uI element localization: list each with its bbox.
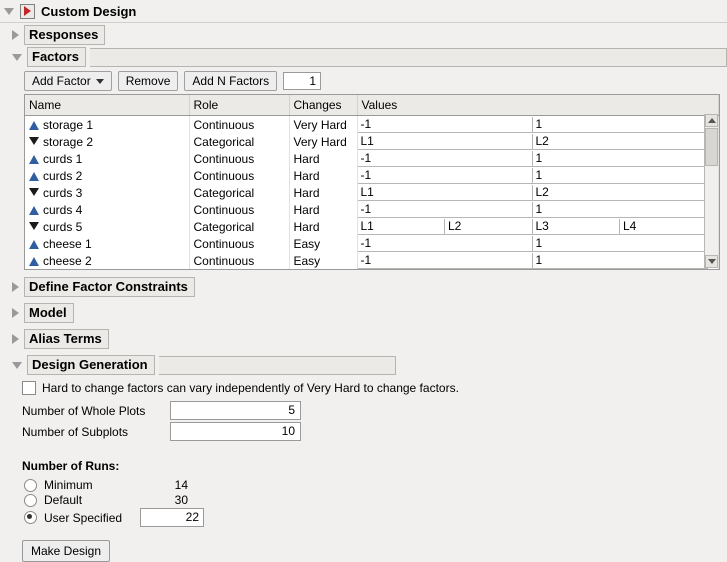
scroll-down-icon[interactable] (705, 255, 718, 268)
column-header-name[interactable]: Name (25, 95, 189, 116)
section-responses[interactable] (0, 25, 727, 45)
hard-to-change-label: Hard to change factors can vary independently of Very Hard to change factors. (42, 381, 459, 395)
table-row[interactable] (25, 150, 719, 167)
scroll-up-icon[interactable] (705, 114, 718, 127)
run-option-label: Minimum (44, 478, 93, 492)
factors-table-header (25, 95, 719, 116)
make-design-button[interactable]: Make Design (22, 540, 110, 562)
chevron-right-icon[interactable] (12, 308, 19, 318)
categorical-factor-icon (29, 188, 39, 198)
section-define-factor-constraints-label: Define Factor Constraints (24, 277, 195, 297)
continuous-factor-icon (29, 239, 39, 249)
factor-level-input[interactable]: -1 (358, 168, 533, 184)
factor-level-input[interactable]: L1 (358, 219, 446, 235)
factor-values-cell (357, 218, 719, 235)
continuous-factor-icon (29, 256, 39, 266)
table-row[interactable] (25, 201, 719, 218)
chevron-right-icon[interactable] (12, 282, 19, 292)
factor-role-cell[interactable]: Continuous (189, 235, 289, 252)
factor-name: curds 5 (43, 219, 83, 234)
section-factors-strip (90, 48, 727, 67)
run-option-row[interactable] (24, 478, 727, 492)
factor-name: cheese 1 (43, 236, 92, 251)
add-n-factors-button[interactable]: Add N Factors (184, 71, 277, 91)
factor-level-input[interactable]: 1 (533, 253, 708, 269)
factor-values-cell (357, 167, 719, 184)
factor-values-cell (357, 150, 719, 167)
hard-to-change-row[interactable] (22, 381, 727, 395)
section-design-generation-strip (159, 356, 396, 375)
factor-name: curds 3 (43, 185, 83, 200)
table-row[interactable] (25, 116, 719, 134)
page-title: Custom Design (41, 3, 137, 19)
subplots-input[interactable]: 10 (170, 422, 301, 441)
run-option-label: Default (44, 493, 83, 507)
add-factor-button[interactable] (24, 71, 112, 91)
red-triangle-menu-button[interactable] (20, 4, 35, 19)
factor-level-input[interactable]: 1 (533, 117, 708, 133)
chevron-down-icon[interactable] (12, 54, 22, 61)
factor-name-cell[interactable] (25, 201, 189, 218)
factor-role-cell[interactable]: Categorical (189, 133, 289, 150)
section-design-generation-label: Design Generation (27, 355, 155, 375)
factor-changes-cell[interactable]: Hard (289, 184, 357, 201)
radio-user-specified[interactable] (24, 511, 37, 524)
factor-level-input[interactable]: L2 (445, 219, 533, 235)
subplots-label: Number of Subplots (22, 424, 129, 439)
table-row[interactable] (25, 184, 719, 201)
chevron-down-icon (96, 79, 104, 84)
continuous-factor-icon (29, 205, 39, 215)
categorical-factor-icon (29, 222, 39, 232)
factor-level-input[interactable]: -1 (358, 253, 533, 269)
factors-table-scrollbar[interactable] (704, 114, 718, 268)
run-option-row[interactable] (24, 508, 727, 527)
factor-name-cell[interactable] (25, 116, 189, 134)
factor-values-cell (357, 133, 719, 150)
factor-level-input[interactable]: L1 (358, 185, 533, 201)
n-factors-input[interactable]: 1 (283, 72, 321, 90)
window-disclosure-icon[interactable] (4, 8, 14, 15)
factor-level-input[interactable]: -1 (358, 117, 533, 133)
factor-name-cell[interactable] (25, 167, 189, 184)
factor-level-input[interactable]: L3 (533, 219, 621, 235)
factor-level-input[interactable]: 1 (533, 202, 708, 218)
column-header-role[interactable]: Role (189, 95, 289, 116)
factor-name: curds 4 (43, 202, 83, 217)
factor-name-cell[interactable] (25, 252, 189, 269)
factor-name-cell[interactable] (25, 150, 189, 167)
section-design-generation[interactable] (0, 355, 727, 375)
factor-level-input[interactable]: L1 (358, 134, 533, 150)
factor-level-input[interactable]: -1 (358, 236, 533, 252)
factor-name: curds 1 (43, 151, 83, 166)
factor-values-cell (357, 252, 719, 269)
continuous-factor-icon (29, 171, 39, 181)
factor-changes-cell[interactable]: Hard (289, 201, 357, 218)
factor-role-cell[interactable]: Continuous (189, 252, 289, 269)
scrollbar-thumb[interactable] (705, 128, 718, 166)
run-option-row[interactable] (24, 493, 727, 507)
hard-to-change-checkbox[interactable] (22, 381, 36, 395)
continuous-factor-icon (29, 120, 39, 130)
window-titlebar (0, 0, 727, 23)
factor-level-input[interactable]: -1 (358, 202, 533, 218)
categorical-factor-icon (29, 137, 39, 147)
column-header-values[interactable]: Values (357, 95, 719, 116)
red-triangle-icon (24, 6, 31, 16)
factor-role-cell[interactable]: Continuous (189, 116, 289, 134)
section-factors-label: Factors (27, 47, 86, 67)
run-option-value: 30 (174, 493, 188, 507)
factor-name: cheese 2 (43, 253, 92, 268)
factor-changes-cell[interactable]: Hard (289, 150, 357, 167)
add-factor-label: Add Factor (32, 74, 91, 88)
section-alias-terms-label: Alias Terms (24, 329, 109, 349)
remove-button[interactable]: Remove (118, 71, 179, 91)
factor-level-input[interactable]: -1 (358, 151, 533, 167)
factor-values-cell (357, 235, 719, 252)
factor-changes-cell[interactable]: Hard (289, 167, 357, 184)
factor-name: storage 2 (43, 134, 94, 149)
design-generation-body (0, 375, 727, 441)
factor-values-cell (357, 201, 719, 218)
section-model-label: Model (24, 303, 74, 323)
factor-values-cell (357, 116, 719, 134)
factor-role-cell[interactable]: Categorical (189, 218, 289, 235)
factor-name: storage 1 (43, 117, 94, 132)
factor-level-input[interactable]: 1 (533, 168, 708, 184)
table-row[interactable] (25, 218, 719, 235)
factor-name-cell[interactable] (25, 218, 189, 235)
factors-toolbar (0, 67, 727, 94)
factor-level-input[interactable]: L2 (533, 185, 708, 201)
factor-name-cell[interactable] (25, 235, 189, 252)
run-option-label: User Specified (44, 510, 123, 525)
factor-changes-cell[interactable]: Very Hard (289, 116, 357, 134)
factor-level-input[interactable]: 1 (533, 236, 708, 252)
table-row[interactable] (25, 133, 719, 150)
factor-level-input[interactable]: L2 (533, 134, 708, 150)
factor-name: curds 2 (43, 168, 83, 183)
factor-changes-cell[interactable]: Hard (289, 218, 357, 235)
factor-changes-cell[interactable]: Easy (289, 252, 357, 269)
section-alias-terms[interactable] (0, 329, 727, 349)
continuous-factor-icon (29, 154, 39, 164)
user-specified-runs-input[interactable]: 22 (140, 508, 204, 527)
factor-role-cell[interactable]: Continuous (189, 150, 289, 167)
factor-level-input[interactable]: L4 (620, 219, 708, 235)
radio-minimum[interactable] (24, 479, 37, 492)
factor-level-input[interactable]: 1 (533, 151, 708, 167)
whole-plots-label: Number of Whole Plots (22, 403, 146, 418)
column-header-changes[interactable]: Changes (289, 95, 357, 116)
factor-changes-cell[interactable]: Easy (289, 235, 357, 252)
number-of-runs-label: Number of Runs: (22, 459, 120, 473)
section-factors[interactable] (0, 47, 727, 67)
chevron-right-icon[interactable] (12, 334, 19, 344)
table-row[interactable] (25, 235, 719, 252)
factors-table (24, 94, 720, 270)
section-responses-label: Responses (24, 25, 105, 45)
factor-role-cell[interactable]: Continuous (189, 167, 289, 184)
table-row[interactable] (25, 167, 719, 184)
whole-plots-input[interactable]: 5 (170, 401, 301, 420)
chevron-right-icon[interactable] (12, 30, 19, 40)
factor-name-cell[interactable] (25, 184, 189, 201)
whole-plots-row (22, 401, 727, 420)
subplots-row (22, 422, 727, 441)
radio-default[interactable] (24, 494, 37, 507)
factor-name-cell[interactable] (25, 133, 189, 150)
run-option-value: 14 (174, 478, 188, 492)
section-define-factor-constraints[interactable] (0, 277, 727, 297)
table-row[interactable] (25, 252, 719, 269)
factor-role-cell[interactable]: Categorical (189, 184, 289, 201)
factor-role-cell[interactable]: Continuous (189, 201, 289, 218)
chevron-down-icon[interactable] (12, 362, 22, 369)
section-model[interactable] (0, 303, 727, 323)
factor-changes-cell[interactable]: Very Hard (289, 133, 357, 150)
factor-values-cell (357, 184, 719, 201)
